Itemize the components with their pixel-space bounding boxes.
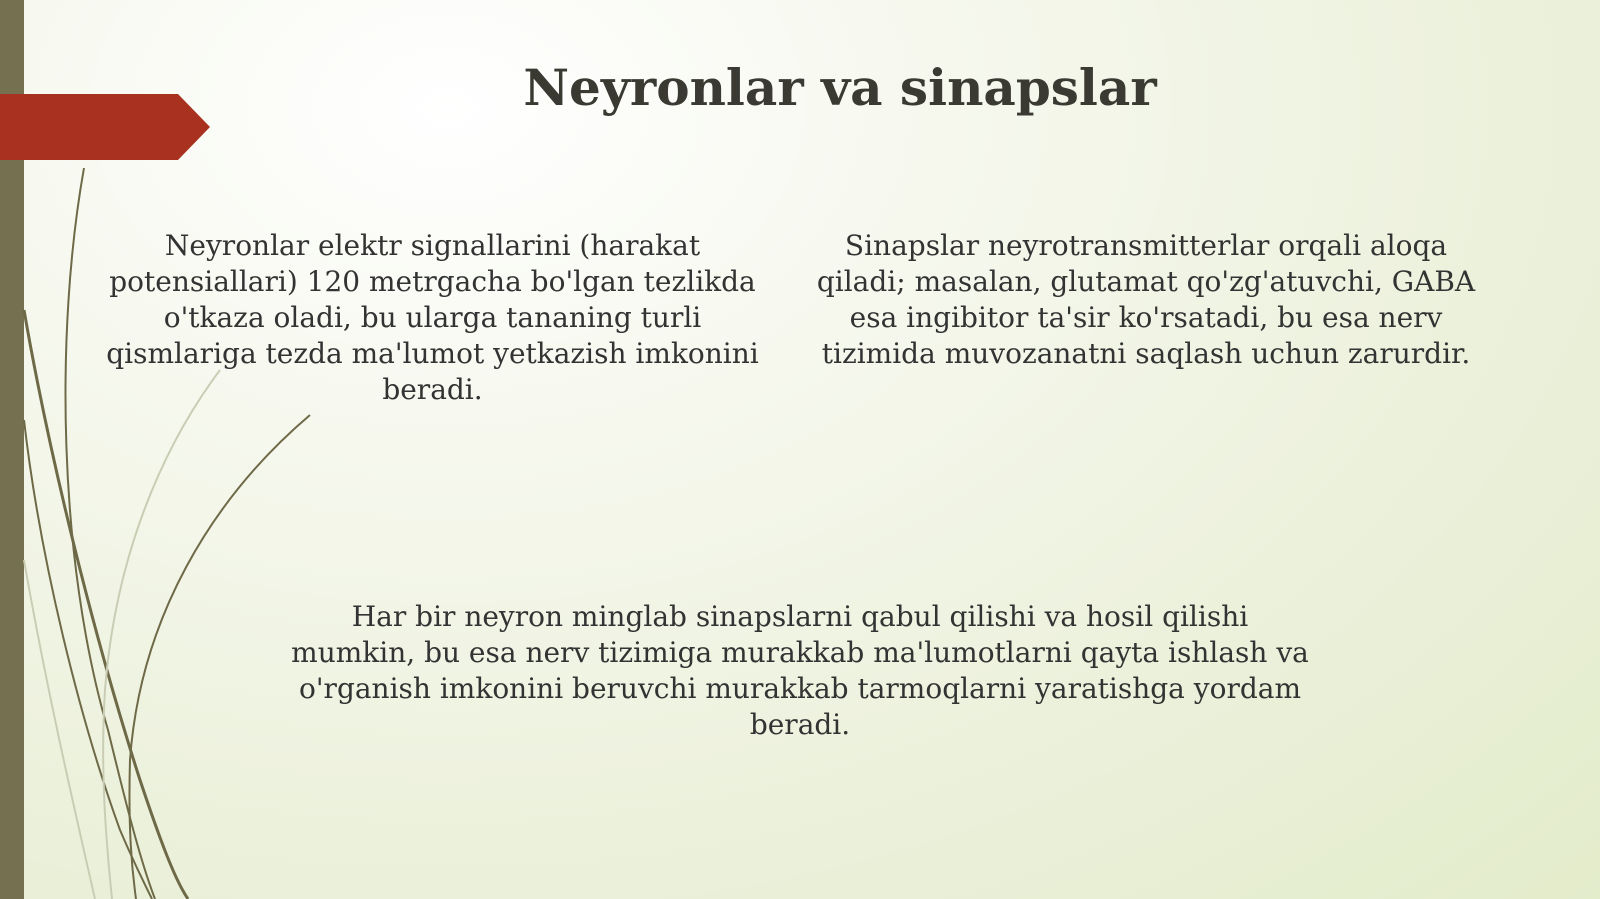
paragraph-synapses: Sinapslar neyrotransmitterlar orqali aloqa qiladi; masalan, glutamat qo'zg'atuvchi, GABA esa ingibitor ta'sir ko'rsatadi, bu esa nerv tizimida muvozanatni saqlash uchun zarurdir.: [816, 229, 1476, 370]
paragraph-neurons: Neyronlar elektr signallarini (harakat potensiallari) 120 metrgacha bo'lgan tezlikda o'tkaza oladi, bu ularga tananing turli qismlariga tezda ma'lumot yetkazish imkonini beradi.: [106, 229, 759, 406]
slide-title: Neyronlar va sinapslar: [523, 58, 1157, 117]
paragraph-networks: Har bir neyron minglab sinapslarni qabul qilishi va hosil qilishi mumkin, bu esa nerv tizimiga murakkab ma'lumotlarni qayta ishlash va o'rganish imkonini beruvchi murakkab tarmoqlarni yaratishga yordam beradi.: [291, 600, 1309, 741]
red-arrow-tab: [0, 94, 210, 160]
